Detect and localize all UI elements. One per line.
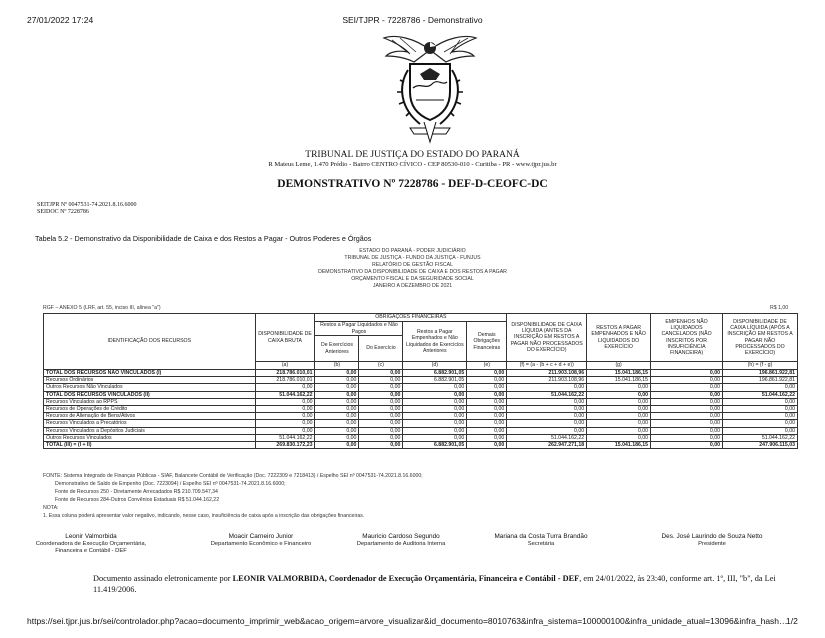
row-value: 0,00 xyxy=(255,384,315,391)
row-value: 0,00 xyxy=(315,391,359,398)
row-value: 0,00 xyxy=(359,406,403,413)
report-heading-line: JANEIRO A DEZEMBRO DE 2021 xyxy=(372,283,453,289)
table-row xyxy=(44,427,798,434)
row-value: 0,00 xyxy=(403,391,467,398)
signature-role: Coordenadora de Execução Orçamentária, Financeira e Contábil - DEF xyxy=(35,541,147,554)
col-do-exerc: Do Exercício xyxy=(359,336,403,362)
signer-name: LEONIR VALMORBIDA, Coordenador de Execução Orçamentária, Financeira e Contábil - DEF xyxy=(232,574,580,583)
seidoc-number: SEIDOC Nº 7228786 xyxy=(37,209,89,215)
row-label: Outros Recursos Não Vinculados xyxy=(44,384,256,391)
row-value: 0,00 xyxy=(315,434,359,441)
col-disp-apos: DISPONIBILIDADE DE CAIXA LÍQUIDA (APÓS A INSCRIÇÃO EM RESTOS A PAGAR NÃO PROCESSADOS DO EXERCÍCIO) xyxy=(722,314,797,362)
table-title: Tabela 5.2 - Demonstrativo da Disponibilidade de Caixa e dos Restos a Pagar - Outros Poderes e Órgãos xyxy=(35,234,372,243)
row-value: 0,00 xyxy=(403,398,467,405)
col-demais: Demais Obrigações Financeiras xyxy=(467,322,507,362)
row-value: 0,00 xyxy=(587,391,651,398)
row-value: 0,00 xyxy=(587,398,651,405)
fonte-line: Fonte de Recursos 250 - Diretamente Arrecadados R$ 210.709.547,34 xyxy=(55,489,218,495)
row-value: 0,00 xyxy=(467,398,507,405)
court-name: TRIBUNAL DE JUSTIÇA DO ESTADO DO PARANÁ xyxy=(305,150,520,160)
row-value: 6.882.901,05 xyxy=(403,377,467,384)
row-value: 51.044.162,22 xyxy=(722,391,797,398)
court-address: R Mateus Leme, 1.470 Prédio - Bairro CENTRO CÍVICO - CEP 80530-010 - Curitiba - PR - www.tjpr.jus.br xyxy=(268,161,557,168)
col-rp-pagar: RESTOS A PAGAR EMPENHADOS E NÃO LIQUIDADOS DO EXERCÍCIO xyxy=(587,314,651,362)
table-row xyxy=(44,413,798,420)
row-value: 0,00 xyxy=(651,442,723,449)
signature-name: Des. José Laurindo de Souza Netto xyxy=(661,533,763,540)
print-page-number: 1/2 xyxy=(786,616,798,626)
row-value: 0,00 xyxy=(651,377,723,384)
row-value: 0,00 xyxy=(722,413,797,420)
currency-note: R$ 1,00 xyxy=(770,305,789,311)
report-heading-line: DEMONSTRATIVO DA DISPONIBILIDADE DE CAIXA E DOS RESTOS A PAGAR xyxy=(318,269,507,275)
row-label: Recursos Vinculados a Precatórios xyxy=(44,420,256,427)
row-value: 0,00 xyxy=(467,370,507,377)
signature-name: Leonir Valmorbida xyxy=(65,533,117,540)
row-value: 51.044.162,22 xyxy=(255,434,315,441)
row-label: Recursos Vinculados ao RPPS xyxy=(44,398,256,405)
row-value: 262.947.271,18 xyxy=(507,442,587,449)
row-label: Outros Recursos Vinculados xyxy=(44,434,256,441)
row-label: Recursos de Alienação de Bens/Ativos xyxy=(44,413,256,420)
coat-of-arms-icon xyxy=(380,30,480,152)
row-value: 0,00 xyxy=(651,434,723,441)
print-title: SEI/TJPR - 7228786 - Demonstrativo xyxy=(342,15,483,25)
row-label: TOTAL (III) = (I + II) xyxy=(44,442,256,449)
col-letter: (c) xyxy=(359,362,403,370)
row-value: 269.830.172,23 xyxy=(255,442,315,449)
row-value: 0,00 xyxy=(359,427,403,434)
row-value: 0,00 xyxy=(315,427,359,434)
table-row xyxy=(44,434,798,441)
row-value: 0,00 xyxy=(255,406,315,413)
row-value: 0,00 xyxy=(587,413,651,420)
row-value: 0,00 xyxy=(359,398,403,405)
report-heading-line: ORÇAMENTO FISCAL E DA SEGURIDADE SOCIAL xyxy=(351,276,474,282)
row-value: 51.044.162,22 xyxy=(507,434,587,441)
col-obrig: OBRIGAÇÕES FINANCEIRAS xyxy=(315,314,507,322)
row-value: 0,00 xyxy=(651,427,723,434)
electronic-signature-note: Documento assinado eletronicamente por LEONIR VALMORBIDA, Coordenador de Execução Orçamentária, Financeira e Contábil - DEF, em 24/01/2022, às 23:40, conforme art. 1º, III, "b", da Lei 11.419/2006. xyxy=(93,574,776,594)
row-value: 0,00 xyxy=(359,384,403,391)
table-row xyxy=(44,384,798,391)
row-value: 15.041.186,15 xyxy=(587,370,651,377)
row-value: 0,00 xyxy=(359,420,403,427)
row-value: 0,00 xyxy=(467,427,507,434)
row-value: 0,00 xyxy=(507,406,587,413)
signature-role: Presidente xyxy=(698,541,726,547)
signature-role: Secretária xyxy=(527,541,555,547)
signature-role: Departamento de Auditoria Interna xyxy=(356,541,446,547)
col-rp-liq: Restos a Pagar Liquidados e Não Pagos xyxy=(315,322,403,336)
row-value: 0,00 xyxy=(722,427,797,434)
report-heading-line: ESTADO DO PARANÁ - PODER JUDICIÁRIO xyxy=(359,248,466,254)
col-letter: (h) = (f - g) xyxy=(722,362,797,370)
row-value: 0,00 xyxy=(507,427,587,434)
row-value: 0,00 xyxy=(255,427,315,434)
row-value: 0,00 xyxy=(359,370,403,377)
row-value: 0,00 xyxy=(403,420,467,427)
row-value: 0,00 xyxy=(587,427,651,434)
row-value: 51.044.162,22 xyxy=(255,391,315,398)
row-value: 0,00 xyxy=(722,398,797,405)
row-value: 0,00 xyxy=(651,370,723,377)
row-value: 0,00 xyxy=(651,406,723,413)
row-value: 0,00 xyxy=(587,434,651,441)
row-value: 0,00 xyxy=(359,391,403,398)
report-heading-line: TRIBUNAL DE JUSTIÇA - FUNDO DA JUSTIÇA - FUNJUS xyxy=(344,255,481,261)
row-value: 0,00 xyxy=(315,370,359,377)
row-value: 0,00 xyxy=(359,442,403,449)
col-rp-empenhados: Restos a Pagar Empenhados e Não Liquidados de Exercícios Anteriores xyxy=(403,322,467,362)
cash-availability-table xyxy=(43,313,798,449)
row-label: TOTAL DOS RECURSOS NÃO VINCULADOS (I) xyxy=(44,370,256,377)
row-value: 0,00 xyxy=(315,420,359,427)
col-letter: (a) xyxy=(255,362,315,370)
row-value: 0,00 xyxy=(403,413,467,420)
row-value: 218.786.010,01 xyxy=(255,370,315,377)
report-heading-line: RELATÓRIO DE GESTÃO FISCAL xyxy=(372,262,453,268)
row-value: 218.786.010,01 xyxy=(255,377,315,384)
row-value: 6.882.901,05 xyxy=(403,370,467,377)
row-label: Recursos Vinculados a Depósitos Judiciais xyxy=(44,427,256,434)
row-value: 0,00 xyxy=(467,442,507,449)
row-value: 0,00 xyxy=(315,377,359,384)
col-disp: DISPONIBILIDADE DE CAIXA BRUTA xyxy=(255,314,315,362)
nota-text: 1. Essa coluna poderá apresentar valor negativo, indicando, nesse caso, insuficiência de caixa após a inscrição das obrigações financeiras. xyxy=(43,513,365,519)
col-letter: (f) = (a - (b + c + d + e)) xyxy=(507,362,587,370)
table-row xyxy=(44,391,798,398)
row-value: 0,00 xyxy=(467,420,507,427)
row-label: Recursos de Operações de Crédito xyxy=(44,406,256,413)
row-value: 15.041.186,15 xyxy=(587,442,651,449)
row-value: 0,00 xyxy=(587,406,651,413)
row-value: 0,00 xyxy=(651,398,723,405)
row-value: 0,00 xyxy=(651,413,723,420)
row-value: 0,00 xyxy=(359,434,403,441)
row-value: 0,00 xyxy=(315,406,359,413)
row-label: Recursos Ordinários xyxy=(44,377,256,384)
col-letter: (b) xyxy=(315,362,359,370)
row-value: 0,00 xyxy=(467,377,507,384)
row-value: 0,00 xyxy=(722,406,797,413)
row-value: 196.861.922,81 xyxy=(722,370,797,377)
row-value: 0,00 xyxy=(507,413,587,420)
table-row xyxy=(44,398,798,405)
row-value: 0,00 xyxy=(507,384,587,391)
print-datetime: 27/01/2022 17:24 xyxy=(27,15,94,25)
row-value: 0,00 xyxy=(467,413,507,420)
table-row xyxy=(44,442,798,449)
row-value: 211.903.108,96 xyxy=(507,377,587,384)
row-value: 0,00 xyxy=(315,442,359,449)
signature-name: Moacir Carneiro Junior xyxy=(228,533,294,540)
col-letter: (e) xyxy=(467,362,507,370)
row-value: 0,00 xyxy=(587,420,651,427)
annex-note: RGF – ANEXO 5 (LRF, art. 55, inciso III, alínea "a") xyxy=(43,305,161,311)
row-value: 0,00 xyxy=(255,398,315,405)
row-value: 0,00 xyxy=(403,406,467,413)
row-value: 211.903.108,96 xyxy=(507,370,587,377)
row-value: 0,00 xyxy=(722,420,797,427)
signature-role: Departamento Econômico e Financeiro xyxy=(210,541,312,547)
document-title: DEMONSTRATIVO Nº 7228786 - DEF-D-CEOFC-DC xyxy=(277,178,548,190)
signature-name: Mauricio Cardoso Segundo xyxy=(362,533,440,540)
row-value: 15.041.186,15 xyxy=(587,377,651,384)
row-label: TOTAL DOS RECURSOS VINCULADOS (II) xyxy=(44,391,256,398)
row-value: 0,00 xyxy=(315,384,359,391)
row-value: 0,00 xyxy=(467,384,507,391)
row-value: 0,00 xyxy=(359,413,403,420)
row-value: 0,00 xyxy=(359,377,403,384)
row-value: 247.906.115,03 xyxy=(722,442,797,449)
row-value: 51.044.162,22 xyxy=(722,434,797,441)
row-value: 196.861.922,81 xyxy=(722,377,797,384)
row-value: 0,00 xyxy=(651,391,723,398)
row-value: 51.044.162,22 xyxy=(507,391,587,398)
row-value: 0,00 xyxy=(587,384,651,391)
col-letter: (g) xyxy=(587,362,651,370)
signature-name: Mariana da Costa Turra Brandão xyxy=(494,533,588,540)
fonte-line: Demonstrativo de Saldo de Empenho (Doc. 7223094) / Espelho SEI nº 0047531-74.2021.8.16.6000; xyxy=(55,481,286,487)
col-empenhos: EMPENHOS NÃO LIQUIDADOS CANCELADOS (NÃO INSCRITOS POR INSUFICIÊNCIA FINANCEIRA) xyxy=(651,314,723,362)
row-value: 0,00 xyxy=(315,413,359,420)
row-value: 0,00 xyxy=(651,420,723,427)
row-value: 0,00 xyxy=(722,384,797,391)
row-value: 6.882.901,05 xyxy=(403,442,467,449)
nota-title: NOTA: xyxy=(43,505,59,511)
seitjpr-number: SEITJPR Nº 0047531-74.2021.8.16.6000 xyxy=(37,202,137,208)
col-letter: (d) xyxy=(403,362,467,370)
fonte-line: Fonte de Recursos 284-Outros Convênios Estaduais R$ 51.044.162,22 xyxy=(55,497,220,503)
col-letter xyxy=(651,362,723,370)
col-disp-liq: DISPONIBILIDADE DE CAIXA LÍQUIDA (ANTES DA INSCRIÇÃO EM RESTOS A PAGAR NÃO PROCESSADOS DO EXERCÍCIO) xyxy=(507,314,587,362)
table-row xyxy=(44,406,798,413)
row-value: 0,00 xyxy=(507,398,587,405)
row-value: 0,00 xyxy=(315,398,359,405)
row-value: 0,00 xyxy=(651,384,723,391)
row-value: 0,00 xyxy=(467,434,507,441)
row-value: 0,00 xyxy=(507,420,587,427)
row-value: 0,00 xyxy=(255,420,315,427)
col-exerc-ant: De Exercícios Anteriores xyxy=(315,336,359,362)
fonte-line: FONTE: Sistema Integrado de Finanças Públicas - SIAF, Balancete Contábil de Verificação (Doc. 7222309 e 7218413) / Espelho SEI nº 0047531-74.2021.8.16.6000; xyxy=(43,473,423,479)
row-value: 0,00 xyxy=(403,427,467,434)
row-value: 0,00 xyxy=(467,391,507,398)
table-row xyxy=(44,420,798,427)
print-url: https://sei.tjpr.jus.br/sei/controlador.php?acao=documento_imprimir_web&acao_origem=arvore_visualizar&id_documento=8010763&infra_sistema=100000100&infra_unidade_atual=13096&infra_hash… xyxy=(27,616,788,626)
col-ident: IDENTIFICAÇÃO DOS RECURSOS xyxy=(44,314,256,370)
table-row xyxy=(44,377,798,384)
row-value: 0,00 xyxy=(255,413,315,420)
row-value: 0,00 xyxy=(403,434,467,441)
row-value: 0,00 xyxy=(467,406,507,413)
row-value: 0,00 xyxy=(403,384,467,391)
table-row xyxy=(44,370,798,377)
